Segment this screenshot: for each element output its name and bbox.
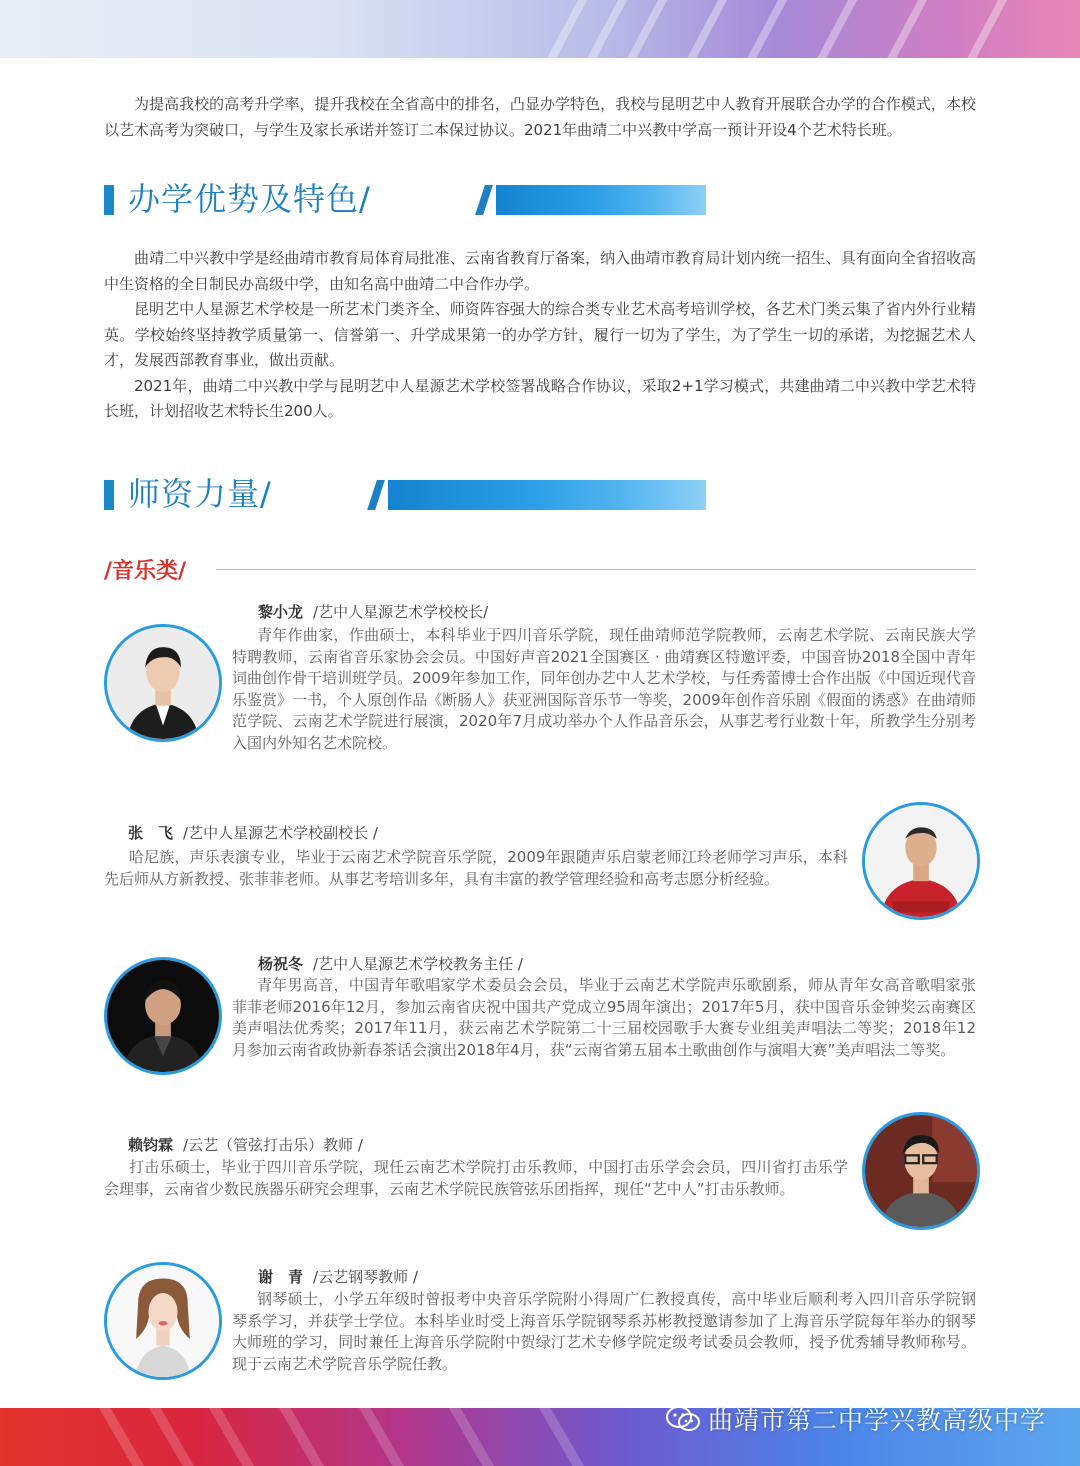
wechat-watermark — [666, 1404, 1046, 1434]
category-label: /音乐类/ — [104, 559, 187, 584]
teacher-title: /云艺钢琴教师 / — [313, 1268, 418, 1286]
section-marker — [104, 480, 114, 510]
teacher-title: /云艺（管弦打击乐）教师 / — [183, 1136, 363, 1154]
section-band — [496, 185, 706, 215]
teacher-name: 谢 青 /云艺钢琴教师 / — [258, 1268, 418, 1286]
watermark-text: 曲靖市第二中学兴教高级中学 — [707, 1406, 1046, 1435]
teacher-photo — [104, 624, 222, 742]
advantages-body — [104, 246, 976, 425]
teacher-photo — [104, 957, 222, 1075]
teacher-name: 赖钧霖 /云艺（管弦打击乐）教师 / — [128, 1136, 363, 1154]
advantages-paragraph: 曲靖二中兴教中学是经曲靖市教育局体育局批准、云南省教育厅备案，纳入曲靖市教育局计划内统一招生、具有面向全省招收高中生资格的全日制民办高级中学，由知名高中曲靖二中合作办学。 — [104, 249, 976, 293]
teacher-bio: 钢琴硕士，小学五年级时曾报考中央音乐学院附小得周广仁教授真传，高中毕业后顺利考入四川音乐学院钢琴系学习，并获学士学位。本科毕业时受上海音乐学院钢琴系苏彬教授邀请参加了上海音乐学院每年举办的钢琴大师班的学习，同时兼任上海音乐学院附中贺绿汀艺术专修学院定级考试委员会教师，授予优秀辅导教师称号。现于云南艺术学院音乐学院任教。 — [232, 1290, 976, 1373]
intro-paragraph — [104, 92, 976, 143]
category-header — [104, 554, 976, 584]
section-band — [388, 480, 706, 510]
wechat-icon — [666, 1406, 700, 1432]
category-divider — [216, 569, 976, 570]
advantages-paragraph: 2021年，曲靖二中兴教中学与昆明艺中人星源艺术学校签署战略合作协议，采取2+1学习模式，共建曲靖二中兴教中学艺术特长班，计划招收艺术特长生200人。 — [104, 376, 976, 420]
section-title: 师资力量/ — [128, 475, 272, 513]
intro-text: 为提高我校的高考升学率，提升我校在全省高中的排名，凸显办学特色，我校与昆明艺中人教育开展联合办学的合作模式，本校以艺术高考为突破口，与学生及家长承诺并签订二本保过协议。2021年曲靖二中兴教中学高一预计开设4个艺术特长班。 — [104, 95, 976, 139]
teacher-bio: 哈尼族，声乐表演专业，毕业于云南艺术学院音乐学院，2009年跟随声乐启蒙老师江玲老师学习声乐，本科先后师从方新教授、张菲菲老师。从事艺考培训多年，具有丰富的教学管理经验和高考志愿分析经验。 — [104, 848, 848, 888]
top-decorative-banner — [0, 0, 1080, 58]
section-title: 办学优势及特色/ — [128, 180, 371, 218]
advantages-paragraph: 昆明艺中人星源艺术学校是一所艺术门类齐全、师资阵容强大的综合类专业艺术高考培训学校，各艺术门类云集了省内外行业精英。学校始终坚持教学质量第一、信誉第一、升学成果第一的办学方针，履行一切为了学生，为了学生一切的承诺，为挖掘艺术人才，发展西部教育事业，做出贡献。 — [104, 300, 976, 369]
teacher-bio: 青年作曲家，作曲硕士，本科毕业于四川音乐学院，现任曲靖师范学院教师，云南艺术学院、云南民族大学特聘教师，云南省音乐家协会会员。中国好声音2021全国赛区 · 曲靖赛区特邀评委，中国音协2018全国中青年词曲创作骨干培训班学员。2009年参加工作，同年创办艺中人艺术学校，与任秀蕾博士合作出版《中国近现代音乐鉴赏》一书，个人原创作品《断肠人》获亚洲国际音乐节一等奖，2009年创作音乐剧《假面的诱惑》在曲靖师范学院、云南艺术学院进行展演，2020年7月成功举办个人作品音乐会，从事艺考行业数十年，所教学生分别考入国内外知名艺术院校。 — [232, 626, 976, 752]
teacher-bio: 打击乐硕士，毕业于四川音乐学院，现任云南艺术学院打击乐教师，中国打击乐学会会员，四川省打击乐学会理事，云南省少数民族器乐研究会理事，云南艺术学院民族管弦乐团指挥，现任“艺中人”打击乐教师。 — [104, 1158, 848, 1198]
teacher-title: /艺中人星源艺术学校副校长 / — [183, 824, 378, 842]
teacher-name: 黎小龙 /艺中人星源艺术学校校长/ — [258, 603, 489, 621]
section-header-advantages — [104, 180, 706, 218]
teacher-bio: 青年男高音，中国青年歌唱家学术委员会会员，毕业于云南艺术学院声乐歌剧系，师从青年女高音歌唱家张菲菲老师2016年12月，参加云南省庆祝中国共产党成立95周年演出；2017年5月，获中国音乐金钟奖云南赛区美声唱法优秀奖；2017年11月，获云南艺术学院第二十三届校园歌手大赛专业组美声唱法二等奖；2018年12月参加云南省政协新春茶话会演出2018年4月，获“云南省第五届本土歌曲创作与演唱大赛”美声唱法二等奖。 — [232, 976, 976, 1059]
teacher-photo — [104, 1262, 222, 1380]
teacher-name: 张 飞 /艺中人星源艺术学校副校长 / — [128, 824, 378, 842]
section-header-faculty — [104, 475, 706, 513]
section-marker — [104, 185, 114, 215]
teacher-photo — [862, 802, 980, 920]
teacher-photo — [862, 1112, 980, 1230]
teacher-title: /艺中人星源艺术学校教务主任 / — [313, 955, 523, 973]
teacher-title: /艺中人星源艺术学校校长/ — [313, 603, 489, 621]
teacher-name: 杨祝冬 /艺中人星源艺术学校教务主任 / — [258, 955, 523, 973]
